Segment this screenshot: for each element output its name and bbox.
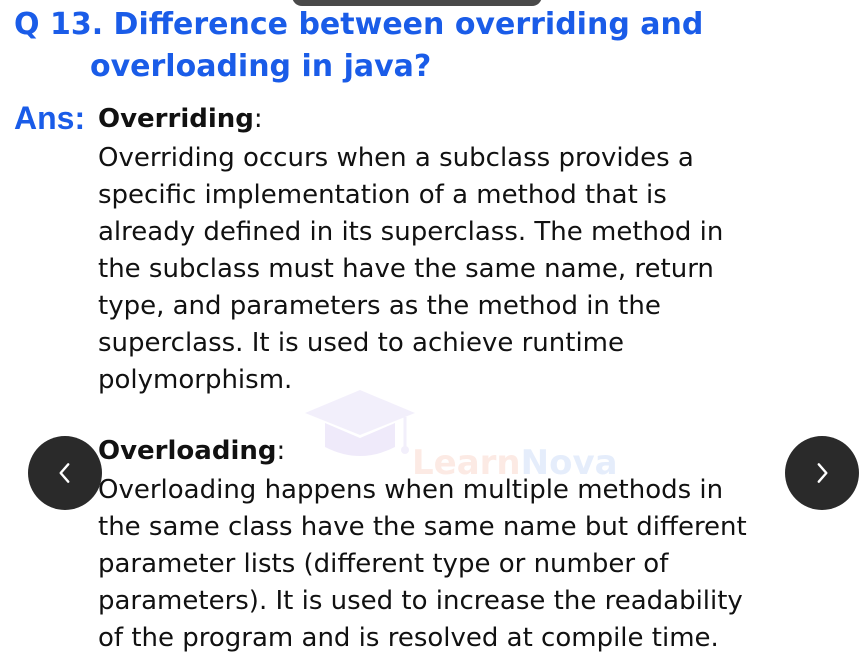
paragraph-line: superclass. It is used to achieve runtime [98, 328, 624, 358]
watermark-text-nova: Nova [520, 443, 618, 483]
paragraph-line: specific implementation of a method that is [98, 180, 667, 210]
graduation-cap-icon [300, 385, 420, 480]
overloading-paragraph [98, 472, 860, 657]
question-title [14, 4, 703, 88]
paragraph-line: the same class have the same name but different [98, 512, 747, 542]
chevron-left-icon [52, 460, 78, 486]
paragraph-line: of the program and is resolved at compile time. [98, 623, 719, 653]
answer-label: Ans: [14, 100, 86, 136]
watermark-text-learn: Learn [412, 443, 521, 483]
paragraph-line: already defined in its superclass. The method in [98, 217, 724, 247]
overloading-heading-text: Overloading [98, 436, 277, 466]
overriding-heading-text: Overriding [98, 104, 254, 134]
overloading-heading [98, 436, 285, 466]
chevron-right-icon [809, 460, 835, 486]
next-button[interactable] [785, 436, 859, 510]
paragraph-line: Overriding occurs when a subclass provides a [98, 143, 694, 173]
paragraph-line: parameters). It is used to increase the readability [98, 586, 743, 616]
paragraph-line: the subclass must have the same name, return [98, 254, 714, 284]
overriding-heading-colon: : [253, 104, 263, 134]
previous-button[interactable] [28, 436, 102, 510]
question-number: Q 13. [14, 7, 104, 42]
overloading-heading-colon: : [276, 436, 286, 466]
paragraph-line: Overloading happens when multiple methods in [98, 475, 724, 505]
paragraph-line: parameter lists (different type or number of [98, 549, 669, 579]
paragraph-line: polymorphism. [98, 365, 293, 395]
question-text-line1: Difference between overriding and [113, 7, 704, 42]
paragraph-line: type, and parameters as the method in the [98, 291, 661, 321]
overriding-heading [98, 104, 263, 134]
overriding-paragraph [98, 140, 860, 399]
question-text-line2: overloading in java? [90, 49, 432, 84]
